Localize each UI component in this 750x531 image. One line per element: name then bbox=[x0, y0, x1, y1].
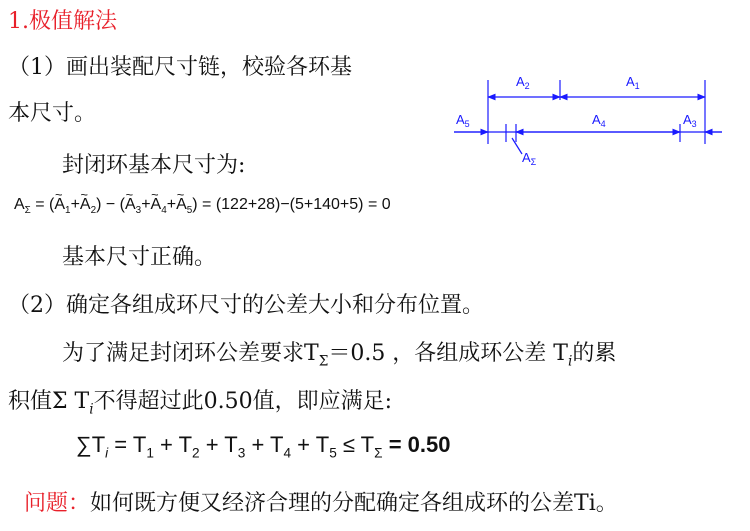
step2-heading: （2）确定各组成环尺寸的公差大小和分布位置。 bbox=[8, 293, 484, 318]
eq1-lhs: A bbox=[14, 196, 25, 213]
eq1-term-a5: ~ A bbox=[176, 196, 187, 214]
section-title: 1.极值解法 bbox=[8, 9, 117, 34]
eq1-term-a3: ~ A bbox=[125, 196, 136, 214]
tolerance-para-line1: 为了满足封闭环公差要求$T_\Sigma=0.5$ ，各组成环公差 $T_i$的累 bbox=[62, 341, 617, 370]
leader-line-az bbox=[512, 138, 522, 154]
check-result: 基本尺寸正确。 bbox=[62, 245, 217, 270]
label-a-sigma: $A_\Sigma$ bbox=[522, 150, 537, 167]
eq1-lhs-sub: Σ bbox=[24, 205, 31, 217]
eq1-paren-open-1: ( bbox=[49, 196, 55, 213]
eq1-equals: = bbox=[35, 196, 45, 213]
eq1-paren-close-1: ) bbox=[96, 196, 102, 213]
label-a4: $A_4$ bbox=[592, 112, 606, 129]
closed-loop-label: 封闭环基本尺寸为: bbox=[62, 153, 246, 178]
eq2-result: = 0.50 bbox=[388, 432, 451, 457]
eq1-rhs: = (122+28)−(5+140+5) = 0 bbox=[202, 196, 391, 213]
eq2-sum-symbol: ∑ bbox=[76, 432, 92, 457]
question-text: 如何既方便又经济合理的分配确定各组成环的公差Ti。 bbox=[90, 491, 618, 516]
question-line bbox=[24, 486, 618, 517]
eq1-term-a4: ~ A bbox=[151, 196, 162, 214]
label-a1: $A_1$ bbox=[626, 74, 640, 91]
dimension-chain-diagram bbox=[440, 62, 740, 172]
step1-line2: 本尺寸。 bbox=[8, 101, 97, 126]
eq1-term-a1: ~ A bbox=[54, 196, 65, 214]
question-label: 问题： bbox=[24, 491, 91, 516]
eq1-term-a2: ~ A bbox=[80, 196, 91, 214]
eq1-paren-close-2: ) bbox=[192, 196, 198, 213]
tolerance-para-line2: 积值Σ $T_i$不得超过此0.50值，即应满足: bbox=[8, 389, 392, 418]
equation-tolerance-sum: $\sum T_i = T_1 + T_2 + T_3 + T_4 + T_5 \le T_\Sigma = 0.50$ bbox=[76, 432, 451, 461]
label-a2: $A_2$ bbox=[516, 74, 530, 91]
eq1-paren-open-2: ( bbox=[119, 196, 125, 213]
label-a3: $A_3$ bbox=[683, 112, 697, 129]
eq1-minus: − bbox=[105, 196, 116, 213]
step1-line1: （1）画出装配尺寸链，校验各环基 bbox=[8, 55, 352, 80]
equation-closed-ring: $A_\Sigma$ = (~ $A_1+\sim$ $A_2$) − (~ $A_3+\sim$ $A_4+\sim$ $A_5) = (122+28)-(5+140+5) = 0$ bbox=[14, 196, 391, 216]
label-a5: $A_5$ bbox=[456, 112, 470, 129]
